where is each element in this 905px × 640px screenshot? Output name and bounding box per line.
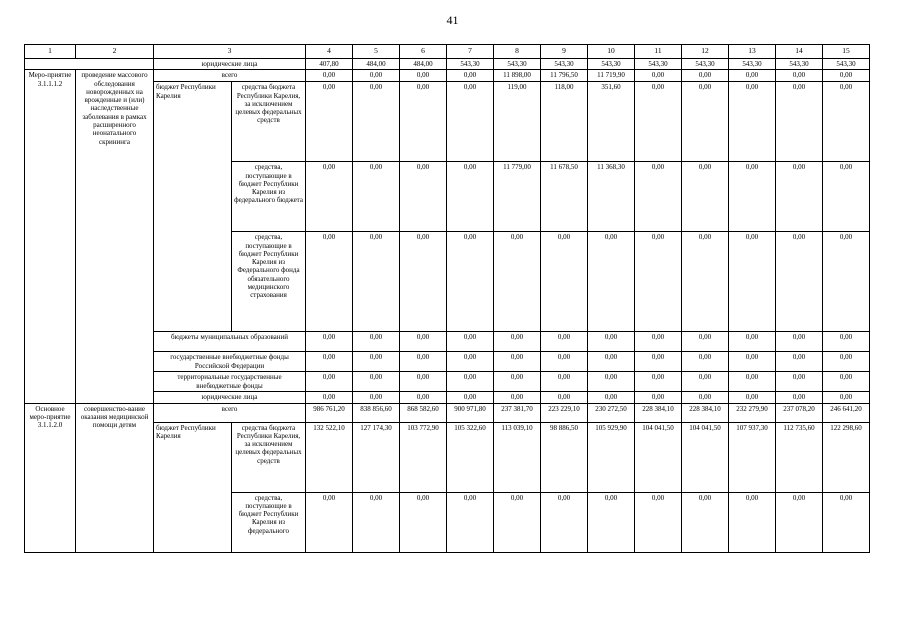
value-cell: 0,00 [729, 332, 776, 352]
value-cell: 0,00 [447, 372, 494, 392]
value-cell: 0,00 [400, 232, 447, 332]
value-cell: 103 772,90 [400, 422, 447, 492]
value-cell: 0,00 [447, 232, 494, 332]
column-header: 11 [635, 45, 682, 59]
column-header: 4 [306, 45, 353, 59]
value-cell: 543,30 [682, 59, 729, 70]
value-cell: 0,00 [494, 332, 541, 352]
value-cell: 0,00 [682, 492, 729, 552]
value-cell: 543,30 [588, 59, 635, 70]
value-cell: 0,00 [306, 392, 353, 403]
value-cell: 0,00 [353, 372, 400, 392]
value-cell: 107 937,30 [729, 422, 776, 492]
value-cell: 0,00 [823, 162, 870, 232]
value-cell: 0,00 [353, 82, 400, 162]
column-header: 13 [729, 45, 776, 59]
column-header: 2 [76, 45, 154, 59]
value-cell: 351,60 [588, 82, 635, 162]
value-cell: 484,00 [400, 59, 447, 70]
value-cell: 0,00 [306, 332, 353, 352]
value-cell: 0,00 [447, 392, 494, 403]
value-cell: 232 279,90 [729, 403, 776, 422]
value-cell: 0,00 [494, 232, 541, 332]
value-cell: 122 298,60 [823, 422, 870, 492]
table-row [25, 59, 870, 70]
value-cell: 407,80 [306, 59, 353, 70]
value-cell: 0,00 [729, 392, 776, 403]
value-cell: 230 272,50 [588, 403, 635, 422]
row-label: территориальные государственные внебюджетные фонды [154, 372, 306, 392]
column-header: 14 [776, 45, 823, 59]
value-cell: 228 384,10 [635, 403, 682, 422]
value-cell: 0,00 [729, 70, 776, 82]
value-cell: 543,30 [494, 59, 541, 70]
value-cell: 0,00 [306, 162, 353, 232]
row-label: средства бюджета Республики Карелия, за исключением целевых федеральных средств [232, 82, 306, 162]
column-header: 15 [823, 45, 870, 59]
value-cell: 0,00 [588, 352, 635, 372]
value-cell: 0,00 [588, 372, 635, 392]
value-cell: 0,00 [635, 352, 682, 372]
value-cell: 0,00 [353, 492, 400, 552]
value-cell: 838 856,60 [353, 403, 400, 422]
row-label: государственные внебюджетные фонды Российской Федерации [154, 352, 306, 372]
value-cell: 112 735,60 [776, 422, 823, 492]
value-cell: 0,00 [400, 392, 447, 403]
value-cell: 0,00 [353, 392, 400, 403]
value-cell: 0,00 [729, 82, 776, 162]
value-cell: 0,00 [306, 232, 353, 332]
measure-code: Меро-приятие 3.1.1.1.2 [25, 70, 76, 403]
column-header: 8 [494, 45, 541, 59]
column-header: 12 [682, 45, 729, 59]
header-row [25, 45, 870, 59]
value-cell: 0,00 [494, 372, 541, 392]
value-cell: 0,00 [635, 162, 682, 232]
value-cell: 543,30 [776, 59, 823, 70]
value-cell: 0,00 [682, 232, 729, 332]
value-cell: 0,00 [588, 392, 635, 403]
column-header: 7 [447, 45, 494, 59]
value-cell: 0,00 [635, 372, 682, 392]
value-cell: 0,00 [353, 162, 400, 232]
value-cell: 0,00 [494, 392, 541, 403]
value-cell: 900 971,80 [447, 403, 494, 422]
measure-code: Основное меро-приятие 3.1.1.2.0 [25, 403, 76, 552]
value-cell: 0,00 [635, 492, 682, 552]
value-cell: 0,00 [400, 332, 447, 352]
value-cell: 543,30 [447, 59, 494, 70]
value-cell: 0,00 [729, 352, 776, 372]
value-cell: 0,00 [776, 332, 823, 352]
value-cell: 0,00 [588, 332, 635, 352]
row-label: бюджеты муниципальных образований [154, 332, 306, 352]
row-label: всего [154, 70, 306, 82]
value-cell: 0,00 [306, 492, 353, 552]
measure-name: проведение массового обследования новорожденных на врожденные и (или) наследственные заболевания в рамках расширенного неонатального скрининга [76, 70, 154, 403]
value-cell: 119,00 [494, 82, 541, 162]
value-cell: 0,00 [635, 232, 682, 332]
value-cell: 11 719,90 [588, 70, 635, 82]
value-cell: 0,00 [635, 70, 682, 82]
value-cell: 0,00 [400, 492, 447, 552]
value-cell: 0,00 [776, 162, 823, 232]
column-header: 10 [588, 45, 635, 59]
value-cell: 237 078,20 [776, 403, 823, 422]
column-header: 1 [25, 45, 76, 59]
value-cell: 228 384,10 [682, 403, 729, 422]
value-cell: 105 929,90 [588, 422, 635, 492]
value-cell: 0,00 [776, 82, 823, 162]
value-cell: 98 886,50 [541, 422, 588, 492]
value-cell: 0,00 [400, 352, 447, 372]
value-cell: 0,00 [682, 372, 729, 392]
value-cell: 0,00 [823, 232, 870, 332]
row-label: юридические лица [154, 59, 306, 70]
value-cell: 868 582,60 [400, 403, 447, 422]
value-cell: 0,00 [635, 82, 682, 162]
value-cell: 0,00 [588, 492, 635, 552]
row-label: всего [154, 403, 306, 422]
measure-name: совершенство-вание оказания медицинской помощи детям [76, 403, 154, 552]
value-cell: 0,00 [447, 162, 494, 232]
value-cell: 104 041,50 [682, 422, 729, 492]
value-cell: 0,00 [353, 332, 400, 352]
value-cell: 543,30 [823, 59, 870, 70]
value-cell: 0,00 [494, 492, 541, 552]
value-cell: 0,00 [400, 372, 447, 392]
value-cell: 0,00 [776, 352, 823, 372]
value-cell: 0,00 [682, 352, 729, 372]
value-cell: 0,00 [823, 392, 870, 403]
budget-table [24, 44, 870, 553]
value-cell: 0,00 [729, 232, 776, 332]
value-cell: 986 761,20 [306, 403, 353, 422]
value-cell: 543,30 [635, 59, 682, 70]
value-cell: 0,00 [823, 332, 870, 352]
column-header: 6 [400, 45, 447, 59]
value-cell: 0,00 [353, 70, 400, 82]
value-cell: 0,00 [635, 392, 682, 403]
value-cell: 0,00 [400, 70, 447, 82]
value-cell: 0,00 [494, 352, 541, 372]
value-cell: 132 522,10 [306, 422, 353, 492]
value-cell: 11 796,50 [541, 70, 588, 82]
value-cell: 0,00 [776, 492, 823, 552]
value-cell: 484,00 [353, 59, 400, 70]
value-cell: 0,00 [823, 492, 870, 552]
value-cell: 0,00 [588, 232, 635, 332]
column-header: 9 [541, 45, 588, 59]
value-cell: 0,00 [541, 332, 588, 352]
value-cell: 0,00 [447, 82, 494, 162]
table-row [25, 70, 870, 82]
value-cell: 113 039,10 [494, 422, 541, 492]
value-cell: 11 779,00 [494, 162, 541, 232]
value-cell: 11 368,30 [588, 162, 635, 232]
value-cell: 0,00 [729, 492, 776, 552]
value-cell: 543,30 [541, 59, 588, 70]
column-header: 5 [353, 45, 400, 59]
value-cell: 0,00 [776, 372, 823, 392]
value-cell: 0,00 [823, 82, 870, 162]
row-label: средства, поступающие в бюджет Республики Карелия из федерального [232, 492, 306, 552]
value-cell: 0,00 [353, 352, 400, 372]
value-cell: 223 229,10 [541, 403, 588, 422]
value-cell: 0,00 [306, 372, 353, 392]
table-row [25, 403, 870, 422]
row-label: средства, поступающие в бюджет Республики Карелия из федерального бюджета [232, 162, 306, 232]
row-label: средства бюджета Республики Карелия, за исключением целевых федеральных средств [232, 422, 306, 492]
value-cell: 118,00 [541, 82, 588, 162]
value-cell: 0,00 [306, 70, 353, 82]
value-cell: 0,00 [776, 392, 823, 403]
value-cell: 0,00 [447, 492, 494, 552]
value-cell: 0,00 [541, 492, 588, 552]
value-cell: 246 641,20 [823, 403, 870, 422]
value-cell: 0,00 [823, 372, 870, 392]
row-label: юридические лица [154, 392, 306, 403]
value-cell: 0,00 [682, 82, 729, 162]
value-cell: 0,00 [541, 232, 588, 332]
column-header: 3 [154, 45, 306, 59]
value-cell: 0,00 [776, 232, 823, 332]
value-cell: 0,00 [306, 82, 353, 162]
value-cell: 0,00 [682, 332, 729, 352]
value-cell: 11 678,50 [541, 162, 588, 232]
value-cell: 0,00 [541, 392, 588, 403]
value-cell: 0,00 [306, 352, 353, 372]
value-cell: 0,00 [447, 332, 494, 352]
value-cell: 0,00 [400, 82, 447, 162]
value-cell: 0,00 [353, 232, 400, 332]
value-cell: 0,00 [541, 372, 588, 392]
budget-label: бюджет Республики Карелия [154, 82, 232, 332]
value-cell: 104 041,50 [635, 422, 682, 492]
value-cell: 0,00 [447, 70, 494, 82]
value-cell: 127 174,30 [353, 422, 400, 492]
row-label: средства, поступающие в бюджет Республики Карелия из Федерального фонда обязательного медицинского страхования [232, 232, 306, 332]
page-number: 41 [446, 13, 459, 27]
value-cell: 0,00 [682, 392, 729, 403]
value-cell: 0,00 [635, 332, 682, 352]
value-cell: 105 322,60 [447, 422, 494, 492]
value-cell: 0,00 [776, 70, 823, 82]
value-cell: 0,00 [682, 162, 729, 232]
value-cell: 0,00 [447, 352, 494, 372]
value-cell: 0,00 [541, 352, 588, 372]
value-cell: 0,00 [823, 352, 870, 372]
value-cell: 0,00 [682, 70, 729, 82]
empty-cell [25, 59, 154, 70]
value-cell: 0,00 [823, 70, 870, 82]
value-cell: 11 898,00 [494, 70, 541, 82]
value-cell: 237 381,70 [494, 403, 541, 422]
value-cell: 0,00 [400, 162, 447, 232]
value-cell: 0,00 [729, 372, 776, 392]
value-cell: 0,00 [729, 162, 776, 232]
value-cell: 543,30 [729, 59, 776, 70]
budget-label: бюджет Республики Карелия [154, 422, 232, 552]
